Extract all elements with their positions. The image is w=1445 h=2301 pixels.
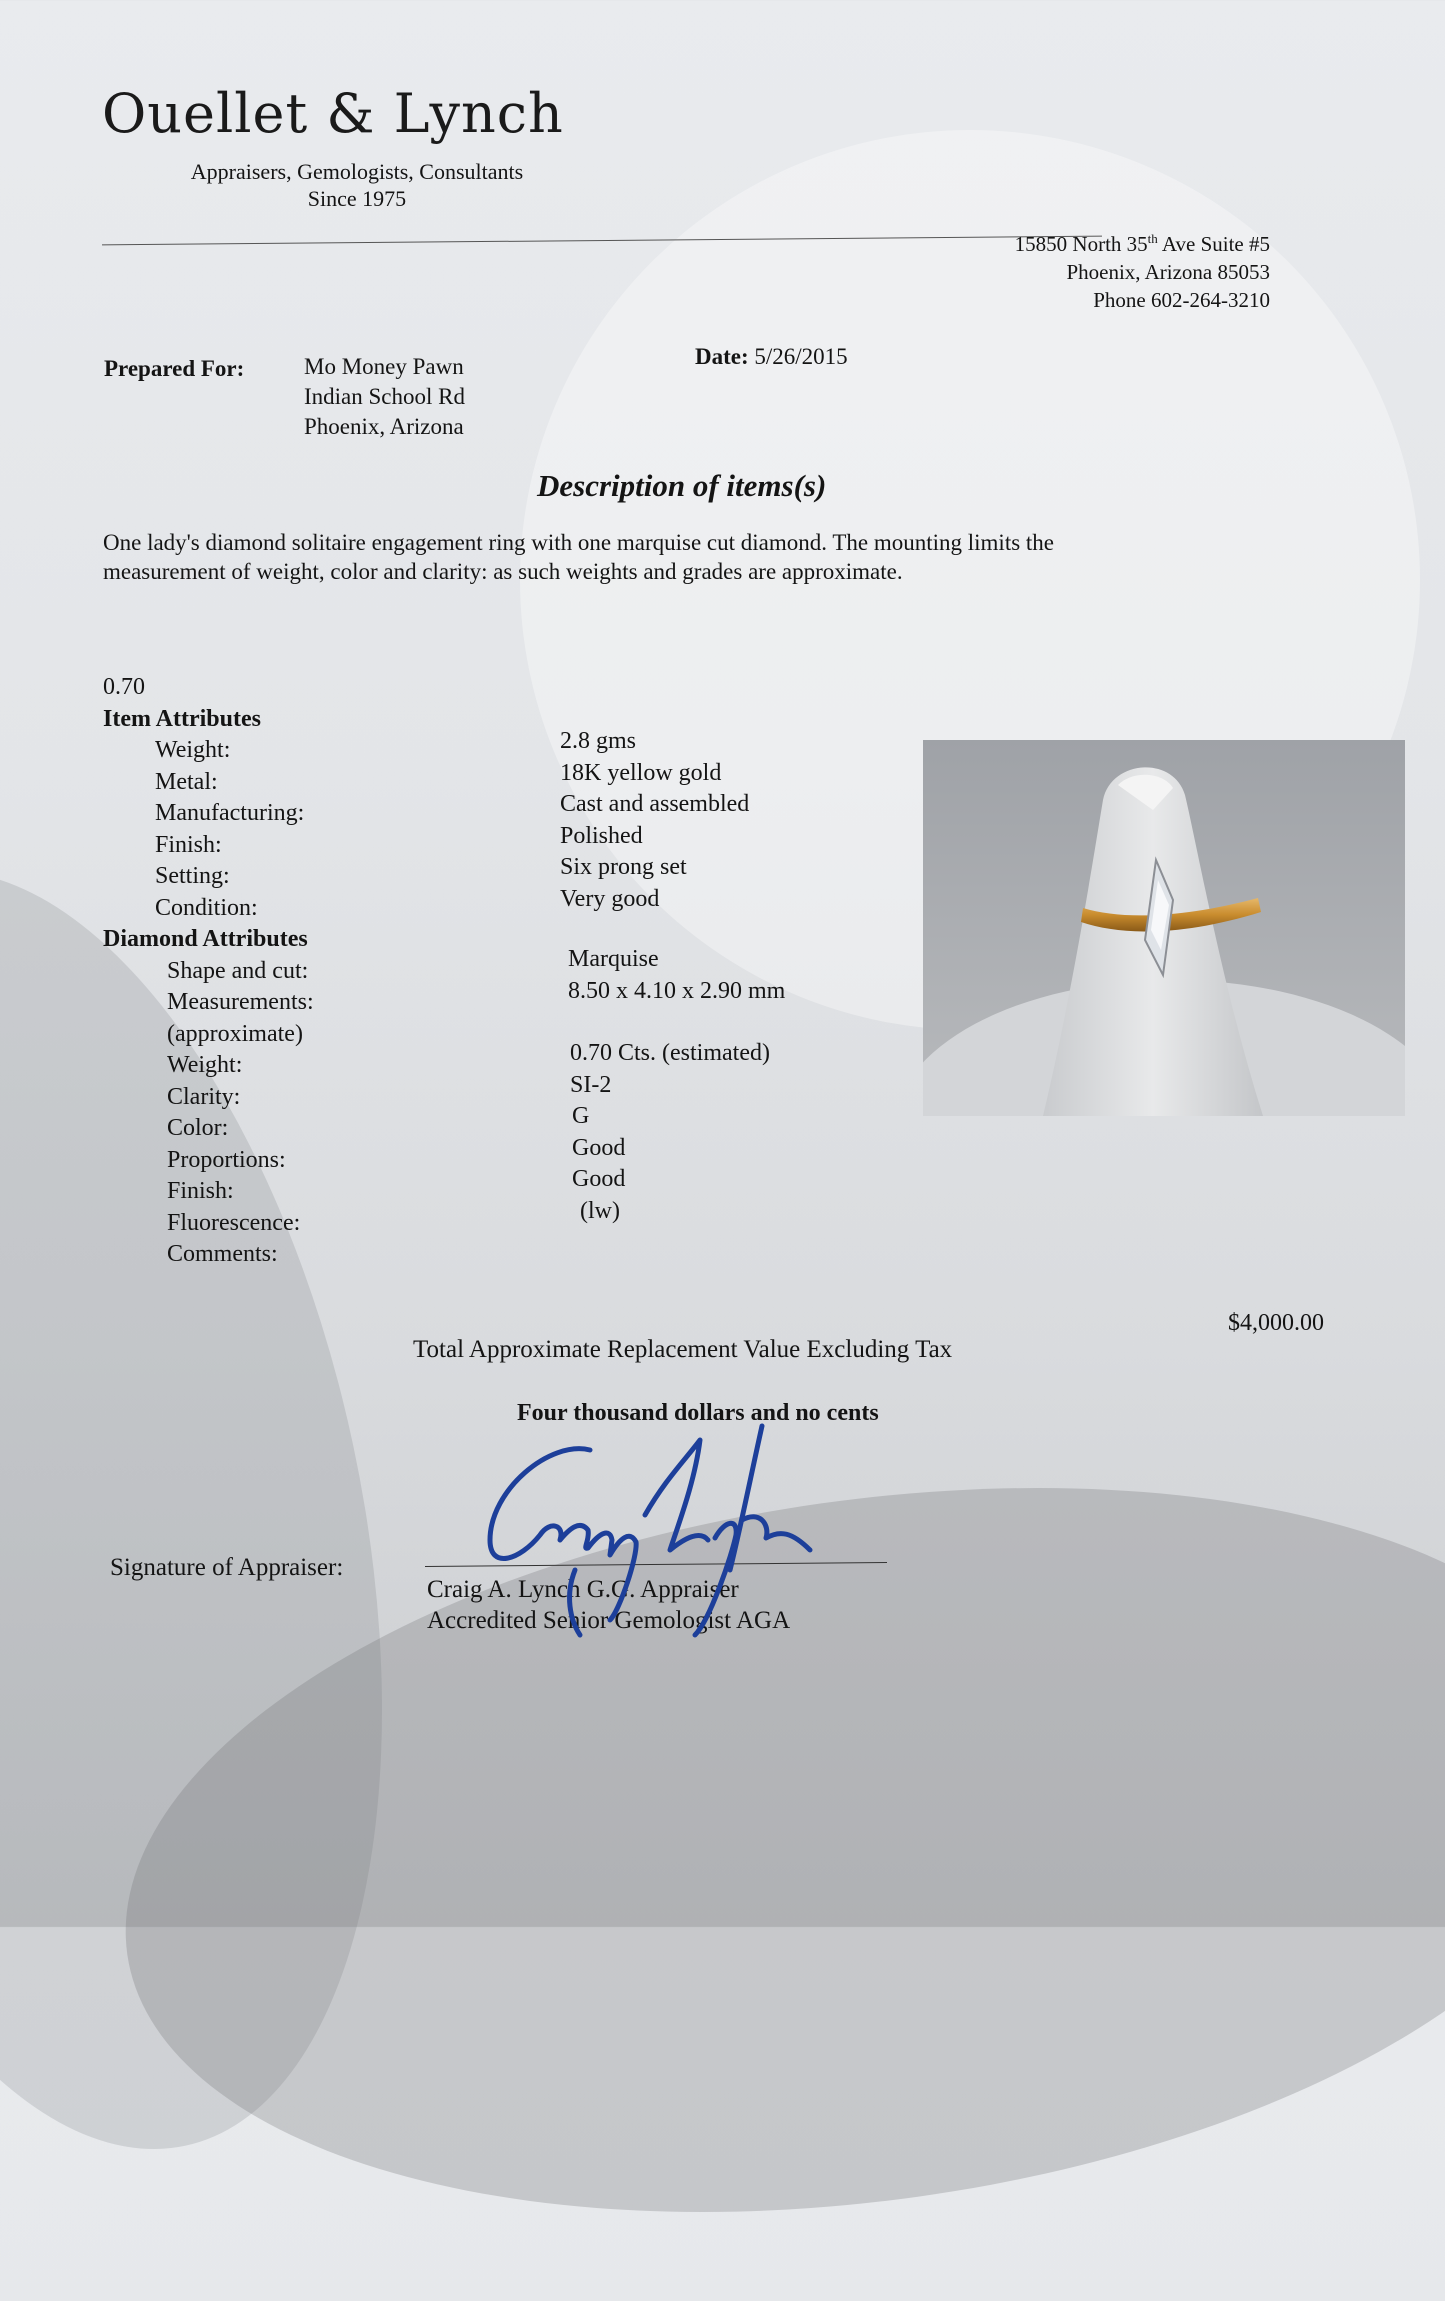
value-manufacturing: Cast and assembled — [560, 791, 750, 817]
address-phone: Phone 602-264-3210 — [1093, 288, 1270, 312]
header-rule — [102, 236, 1102, 246]
appraiser-name: Craig A. Lynch G.G. Appraiser — [427, 1576, 739, 1603]
item-attribute-values — [560, 726, 749, 915]
appraiser-title: Accredited Senior Gemologist AGA — [427, 1607, 791, 1634]
value-fluorescence: (lw) — [580, 1197, 620, 1224]
attr-label-metal: Metal: — [155, 768, 218, 795]
attr-label-condition: Condition: — [155, 894, 258, 921]
since-text: Since 1975 — [307, 186, 407, 211]
handwritten-signature — [470, 1420, 890, 1660]
total-amount: $4,000.00 — [1228, 1310, 1324, 1336]
value-clarity: SI-2 — [570, 1071, 612, 1098]
value-weight: 2.8 gms — [560, 728, 637, 754]
date-label: Date: — [695, 344, 749, 369]
attr-label-setting: Setting: — [155, 863, 230, 889]
prepared-for-label: Prepared For: — [104, 356, 245, 381]
description-line-2: measurement of weight, color and clarity: as such weights and grades are approximate. — [103, 559, 903, 584]
ring-on-finger-image — [923, 740, 1405, 1116]
value-carat-weight: 0.70 Cts. (estimated) — [570, 1040, 770, 1066]
total-in-words: Four thousand dollars and no cents — [517, 1400, 879, 1426]
item-attributes-heading: Item Attributes — [103, 705, 261, 732]
diamond-attributes-heading: Diamond Attributes — [103, 926, 308, 952]
attributes-labels — [103, 672, 314, 1271]
value-condition: Very good — [560, 885, 660, 912]
diamond-label-color: Color: — [167, 1115, 229, 1141]
diamond-label-proportions: Proportions: — [167, 1146, 286, 1173]
item-number: 0.70 — [103, 674, 145, 700]
date-block — [695, 344, 848, 370]
value-measurements: 8.50 x 4.10 x 2.90 mm — [568, 977, 786, 1004]
address-city: Phoenix, Arizona 85053 — [1066, 260, 1270, 284]
diamond-label-clarity: Clarity: — [167, 1083, 241, 1110]
description-heading: Description of items(s) — [537, 468, 827, 503]
diamond-label-comments: Comments: — [167, 1241, 278, 1267]
street-suffix: Ave Suite #5 — [1157, 232, 1270, 256]
total-label: Total Approximate Replacement Value Excluding Tax — [413, 1336, 953, 1363]
ring-photo — [923, 740, 1405, 1116]
value-color: G — [572, 1103, 590, 1129]
tagline-text: Appraisers, Gemologists, Consultants — [190, 159, 524, 184]
diamond-label-weight: Weight: — [167, 1052, 243, 1078]
diamond-label-measurements: Measurements: — [167, 989, 314, 1015]
prepared-for-block — [304, 352, 465, 442]
diamond-label-shape: Shape and cut: — [167, 957, 309, 984]
street-sup: th — [1147, 231, 1158, 246]
attr-label-manufacturing: Manufacturing: — [155, 800, 305, 826]
attr-label-finish: Finish: — [155, 831, 222, 858]
signature-label: Signature of Appraiser: — [110, 1554, 344, 1581]
value-diamond-finish: Good — [572, 1166, 626, 1192]
value-setting: Six prong set — [560, 854, 687, 880]
value-proportions: Good — [572, 1134, 626, 1161]
street-number: 15850 North 35 — [1014, 232, 1148, 256]
date-value: 5/26/2015 — [754, 344, 848, 369]
company-logo: Ouellet & Lynch — [102, 82, 564, 145]
description-line-1: One lady's diamond solitaire engagement ring with one marquise cut diamond. The mounting limits the — [103, 530, 1055, 555]
company-address — [1015, 225, 1270, 314]
client-street: Indian School Rd — [304, 384, 465, 409]
diamond-label-approximate: (approximate) — [167, 1020, 303, 1047]
client-name: Mo Money Pawn — [304, 354, 464, 379]
description-text — [103, 528, 1253, 586]
client-city: Phoenix, Arizona — [304, 414, 464, 439]
attr-label-weight: Weight: — [155, 737, 231, 763]
diamond-attribute-values-2 — [570, 1038, 770, 1227]
address-street — [1015, 225, 1270, 258]
diamond-attribute-values — [568, 944, 785, 1007]
diamond-label-finish: Finish: — [167, 1178, 234, 1204]
value-metal: 18K yellow gold — [560, 759, 722, 786]
value-finish: Polished — [560, 822, 643, 849]
diamond-label-fluorescence: Fluorescence: — [167, 1209, 301, 1236]
company-tagline — [172, 158, 542, 212]
value-shape: Marquise — [568, 946, 659, 972]
